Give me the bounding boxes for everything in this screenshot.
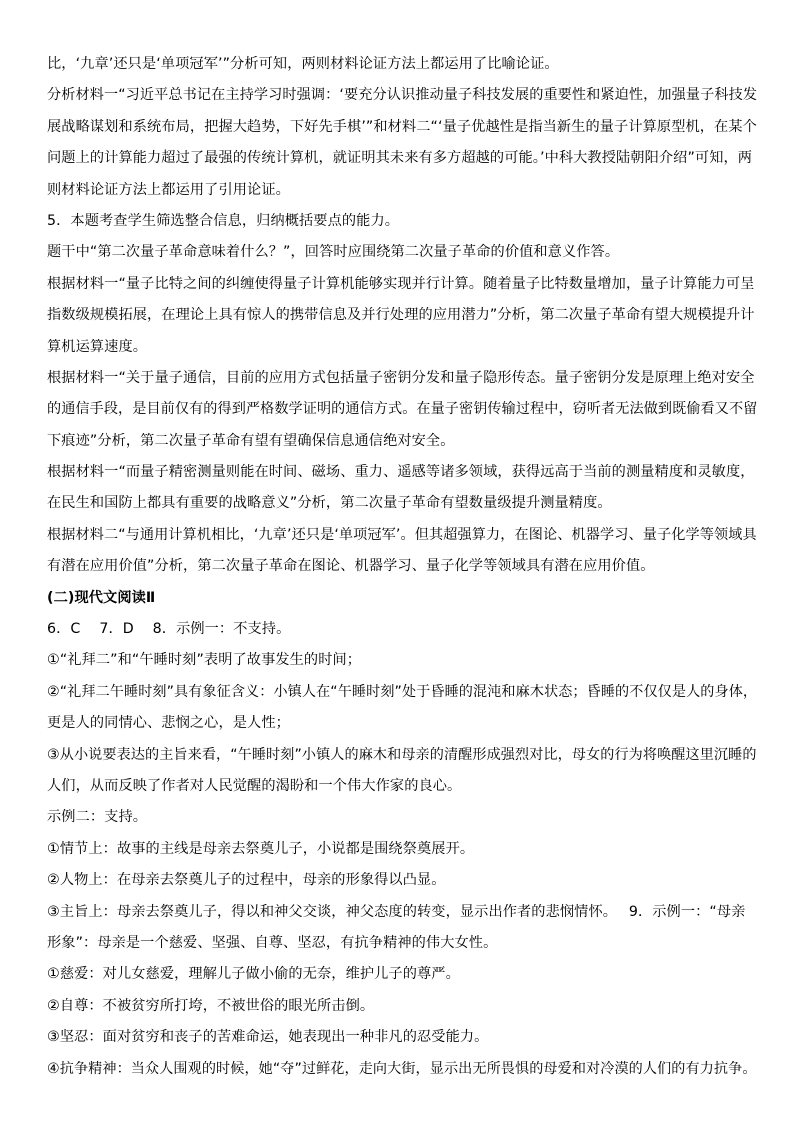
text-line: 比，‘九章’还只是‘单项冠军’”分析可知，两则材料论证方法上都运用了比喻论证。	[47, 56, 559, 72]
text-line: 则材料论证方法上都运用了引用论证。	[47, 181, 290, 198]
text-line: 5．本题考查学生筛选整合信息，归纳概括要点的能力。	[47, 212, 400, 229]
answer-text-body	[47, 49, 757, 1085]
text-line: ②人物上：在母亲去祭奠儿子的过程中，母亲的形象得以凸显。	[47, 872, 446, 889]
text-line: ①慈爱：对儿女慈爱，理解儿子做小偷的无奈，维护儿子的尊严。	[47, 966, 460, 983]
text-line: ④抗争精神：当众人围观的时候，她“夺”过鲜花，走向大街，显示出无所畏惧的母爱和对冷漠的人们的有力抗争。	[47, 1060, 757, 1077]
text-line: 示例二：支持。	[47, 809, 148, 826]
text-line: ②“礼拜二午睡时刻”具有象征含义：小镇人在“午睡时刻”处于昏睡的混沌和麻木状态；昏睡的不仅仅是人的身体，	[47, 683, 758, 700]
text-line: ③从小说要表达的主旨来看，“午睡时刻”小镇人的麻木和母亲的清醒形成强烈对比，母女的行为将唤醒这里沉睡的	[47, 746, 757, 763]
text-line: 更是人的同情心、悲悯之心，是人性；	[47, 715, 290, 732]
text-line: 分析材料一“习近平总书记在主持学习时强调：‘要充分认识推动量子科技发展的重要性和紧迫性，加强量子科技发	[47, 87, 758, 104]
text-line: 人们，从而反映了作者对人民觉醒的渴盼和一个伟大作家的良心。	[47, 777, 462, 794]
text-line: 算机运算速度。	[47, 338, 148, 355]
text-line: 形象”：母亲是一个慈爱、坚强、自尊、坚忍，有抗争精神的伟大女性。	[47, 934, 498, 951]
text-line: 根据材料二“与通用计算机相比，‘九章’还只是‘单项冠军’。但其超强算力，在图论、机器学习、量子化学等领域具	[47, 526, 757, 543]
text-line: ①“礼拜二”和“午睡时刻”表明了故事发生的时间；	[47, 652, 362, 669]
text-line: 在民生和国防上都具有重要的战略意义”分析，第二次量子革命有望数量级提升测量精度。	[47, 495, 612, 512]
text-line: 6．C 7．D 8．示例一：不支持。	[47, 621, 291, 638]
section-heading: (二)现代文阅读Ⅱ	[47, 589, 156, 606]
text-line: 有潜在应用价值”分析，第二次量子革命在图论、机器学习、量子化学等领域具有潜在应用价值。	[47, 558, 655, 575]
text-line: ①情节上：故事的主线是母亲去祭奠儿子，小说都是围绕祭奠展开。	[47, 840, 475, 857]
text-line: 展战略谋划和系统布局，把握大趋势，下好先手棋’”和材料二“‘量子优越性是指当新生的量子计算原型机，在某个	[47, 118, 757, 135]
text-line: 题干中“第二次量子革命意味着什么？”，回答时应围绕第二次量子革命的价值和意义作答。	[47, 244, 620, 261]
text-line: ③坚忍：面对贫穷和丧子的苦难命运，她表现出一种非凡的忍受能力。	[47, 1029, 489, 1046]
text-line: ②自尊：不被贫穷所打垮，不被世俗的眼光所击倒。	[47, 997, 375, 1014]
text-line: 的通信手段，是目前仅有的得到严格数学证明的通信方式。在量子密钥传输过程中，窃听者无法做到既偷看又不留	[47, 401, 758, 418]
text-line: 指数级规模拓展，在理论上具有惊人的携带信息及并行处理的应用潜力”分析，第二次量子革命有望大规模提升计	[47, 307, 755, 324]
text-line: 根据材料一“而量子精密测量则能在时间、磁场、重力、遥感等诸多领域，获得远高于当前的测量精度和灵敏度，	[47, 464, 755, 481]
text-line: 问题上的计算能力超过了最强的传统计算机，就证明其未来有多方超越的可能。’中科大教授陆朝阳介绍”可知，两	[47, 150, 753, 167]
text-line: 下痕迹”分析，第二次量子革命有望有望确保信息通信绝对安全。	[47, 432, 455, 449]
text-line: 根据材料一“关于量子通信，目前的应用方式包括量子密钥分发和量子隐形传态。量子密钥分发是原理上绝对安全	[47, 369, 755, 386]
text-line: ③主旨上：母亲去祭奠儿子，得以和神父交谈，神父态度的转变，显示出作者的悲悯情怀。 9．示例一：“母亲	[47, 903, 746, 920]
text-line: 根据材料一“量子比特之间的纠缠使得量子计算机能够实现并行计算。随着量子比特数量增加，量子计算能力可呈	[47, 275, 755, 292]
